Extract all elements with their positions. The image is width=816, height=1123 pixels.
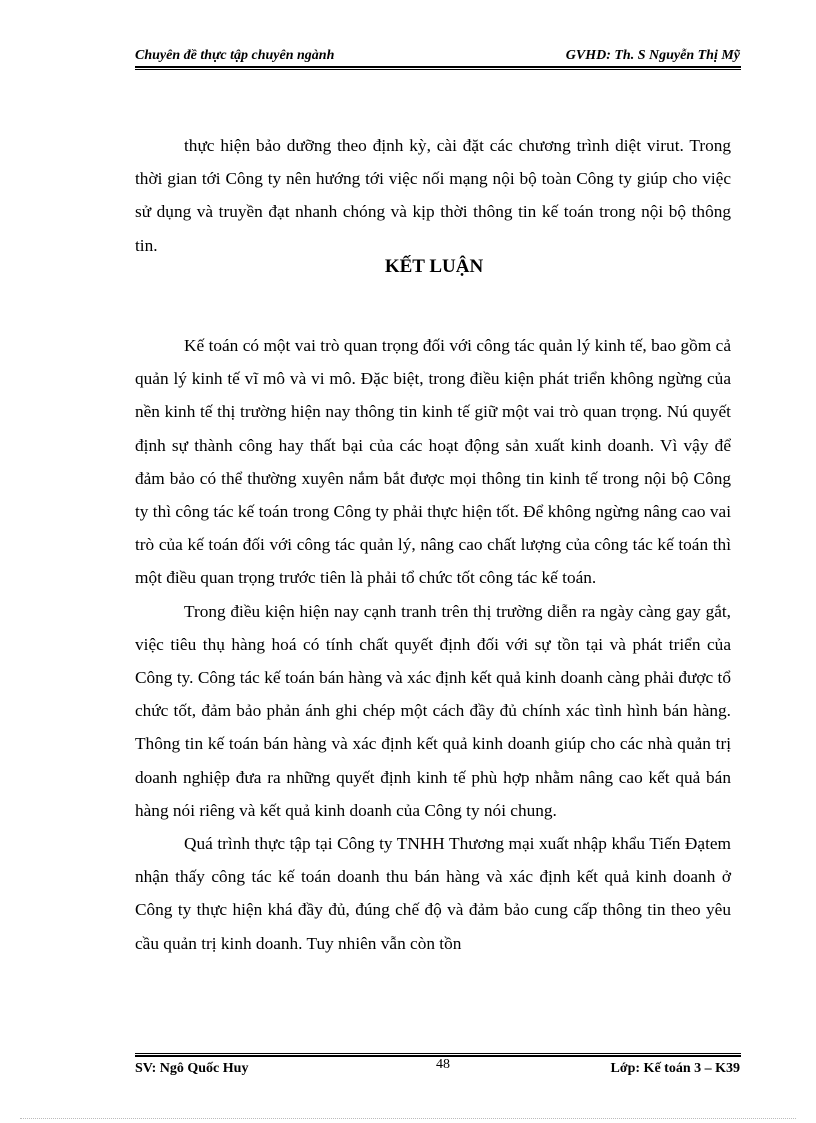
continuation-paragraph: thực hiện bảo dưỡng theo định kỳ, cài đặt các chương trình diệt virut. Trong thời gian tới Công ty nên hướng tới việc nối mạng nội bộ toàn Công ty giúp cho việc sử dụng và truyền đạt nhanh chóng và kịp thời thông tin kế toán trong nội bộ thông tin.	[135, 136, 731, 255]
header-document-title: Chuyên đề thực tập chuyên ngành	[135, 48, 335, 63]
page-number: 48	[436, 1057, 450, 1072]
footer-rule-thin	[135, 1053, 741, 1054]
conclusion-body	[135, 329, 731, 960]
continuation-block	[135, 129, 731, 262]
paragraph-1: Kế toán có một vai trò quan trọng đối với công tác quản lý kinh tế, bao gồm cả quản lý kinh tế vĩ mô và vi mô. Đặc biệt, trong điều kiện phát triển không ngừng của nền kinh tế thị trường hiện nay thông tin kinh tế giữ một vai trò quan trọng. Nú quyết định sự thành công hay thất bại của các hoạt động sản xuất kinh doanh. Vì vậy để đảm bảo có thể thường xuyên nắm bắt được mọi thông tin kinh tế trong nội bộ Công ty thì công tác kế toán trong Công ty phải thực hiện tốt. Để không ngừng nâng cao vai trò của kế toán đối với công tác quản lý, nâng cao chất lượng của công tác kế toán thì một điều quan trọng trước tiên là phải tổ chức tốt công tác kế toán.	[135, 336, 731, 588]
paragraph-3: Quá trình thực tập tại Công ty TNHH Thương mại xuất nhập khẩu Tiến Đạtem nhận thấy công tác kế toán doanh thu bán hàng và xác định kết quả kinh doanh ở Công ty thực hiện khá đầy đủ, đúng chế độ và đảm bảo cung cấp thông tin theo yêu cầu quản trị kinh doanh. Tuy nhiên vẫn còn tồn	[135, 834, 731, 953]
bottom-dotted-divider	[20, 1118, 796, 1119]
paragraph-2: Trong điều kiện hiện nay cạnh tranh trên thị trường diễn ra ngày càng gay gắt, việc tiêu thụ hàng hoá có tính chất quyết định đối với sự tồn tại và phát triển của Công ty. Công tác kế toán bán hàng và xác định kết quả kinh doanh càng phải được tổ chức tốt, đảm bảo phản ánh ghi chép một cách đầy đủ chính xác tình hình bán hàng. Thông tin kế toán bán hàng và xác định kết quả kinh doanh giúp cho các nhà quản trị doanh nghiệp đưa ra những quyết định kinh tế phù hợp nhằm nâng cao kết quả bán hàng nói riêng và kết quả kinh doanh của Công ty nói chung.	[135, 601, 731, 820]
header-supervisor: GVHD: Th. S Nguyễn Thị Mỹ	[565, 48, 740, 63]
section-heading: KẾT LUẬN	[384, 256, 484, 277]
page-footer	[135, 1057, 740, 1081]
footer-class: Lớp: Kế toán 3 – K39	[610, 1061, 740, 1076]
footer-student: SV: Ngô Quốc Huy	[135, 1061, 249, 1076]
page-header	[135, 46, 740, 66]
header-rule-thick	[135, 66, 741, 68]
header-rule-thin	[135, 69, 741, 70]
